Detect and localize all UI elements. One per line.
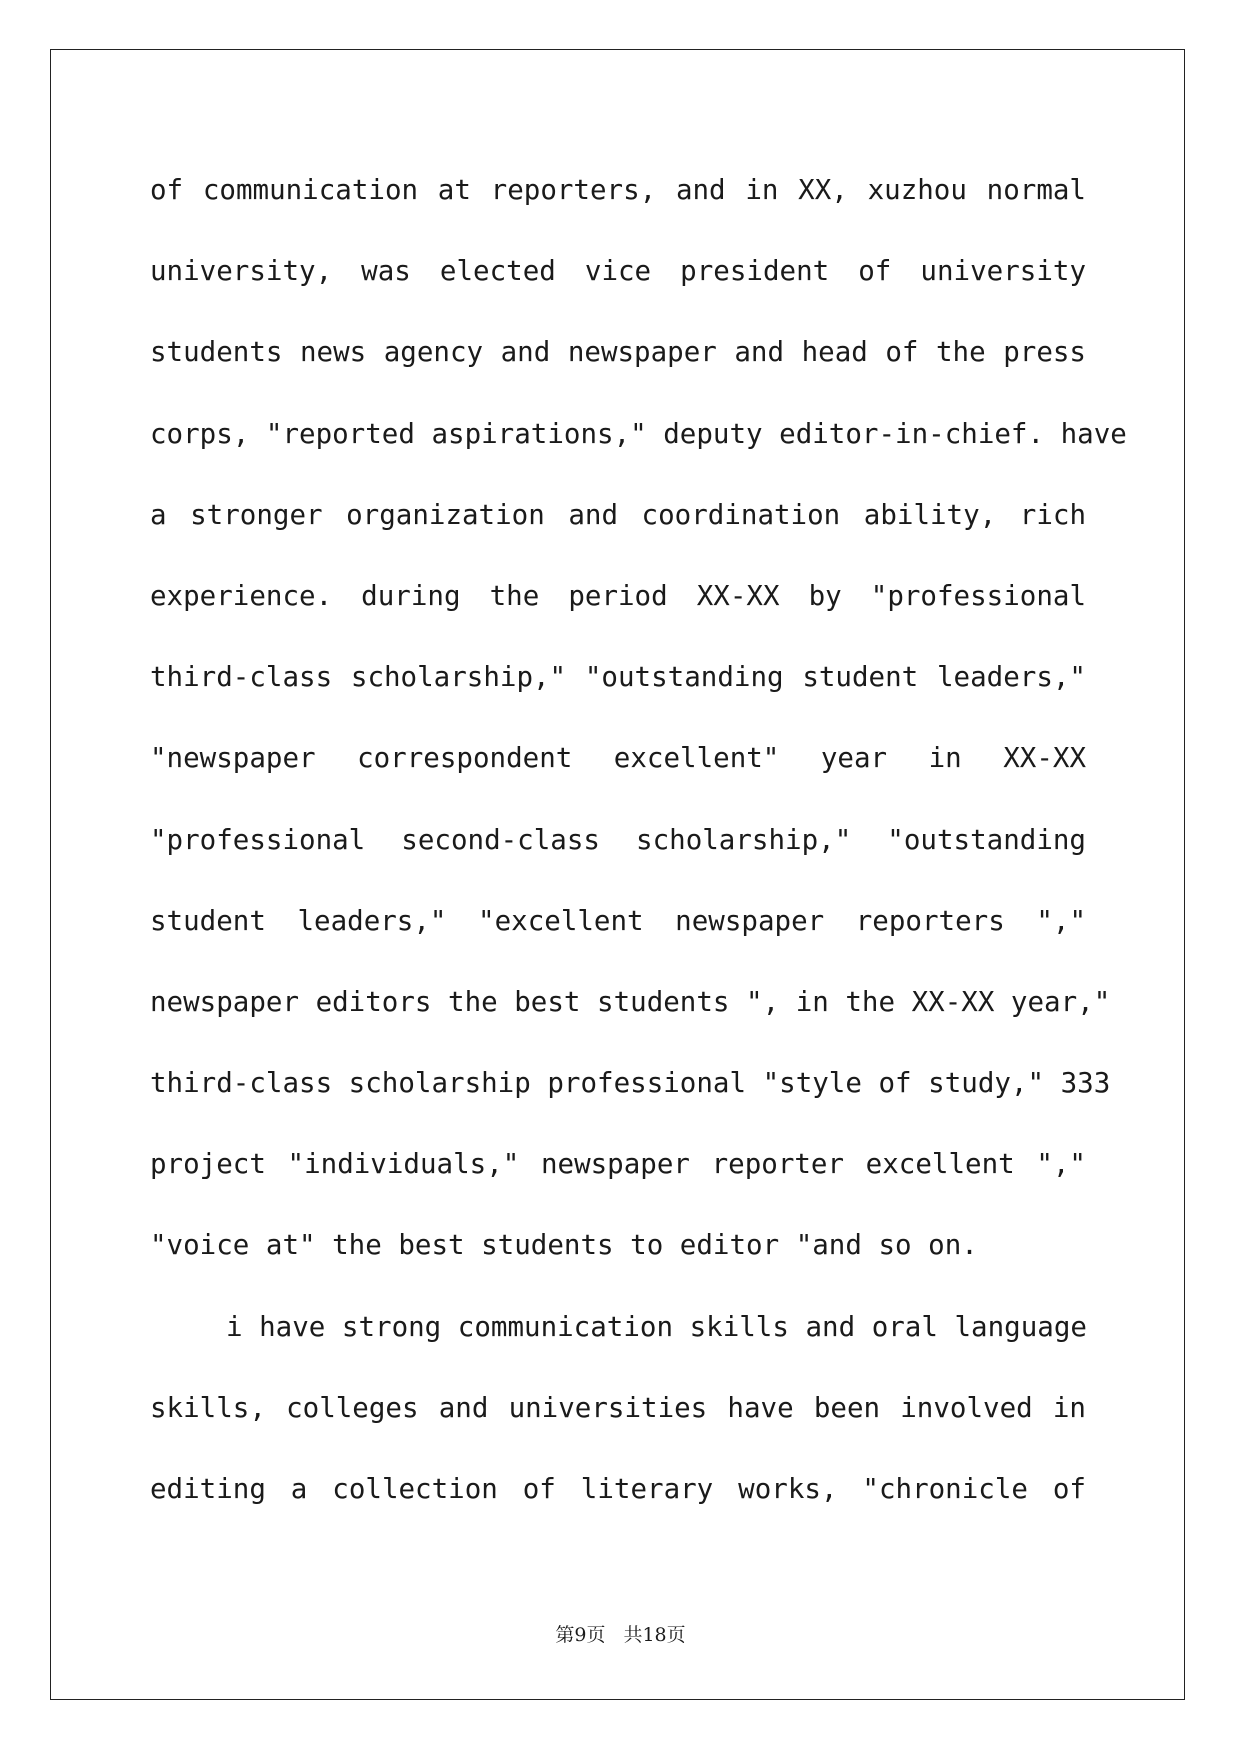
text-line: corps, "reported aspirations," deputy editor-in-chief. have [150, 417, 1127, 450]
text-line: experience. during the period XX-XX by "professional [150, 579, 1086, 612]
paragraph-last-line: "voice at" the best students to editor "and so on. [150, 1229, 978, 1262]
text-line: newspaper editors the best students ", in the XX-XX year," [150, 985, 1111, 1018]
text-line: students news agency and newspaper and head of the press [150, 336, 1086, 369]
paragraph-first-line: i have strong communication skills and oral language [226, 1310, 1087, 1343]
text-line: editing a collection of literary works, "chronicle of [150, 1473, 1086, 1505]
text-line: "professional second-class scholarship," "outstanding [150, 823, 1086, 856]
text-line: of communication at reporters, and in XX, xuzhou normal [150, 174, 1086, 206]
text-line: student leaders," "excellent newspaper reporters "," [150, 904, 1086, 937]
page-total: 共18页 [623, 1624, 686, 1646]
document-body [150, 150, 1127, 1530]
text-line: a stronger organization and coordination ability, rich [150, 498, 1086, 531]
page-footer [0, 1620, 1241, 1647]
text-line: "newspaper correspondent excellent" year in XX-XX [150, 742, 1086, 775]
text-line: project "individuals," newspaper reporter excellent "," [150, 1148, 1086, 1181]
text-line: skills, colleges and universities have been involved in [150, 1391, 1086, 1424]
text-line: university, was elected vice president of university [150, 255, 1086, 288]
text-line: third-class scholarship professional "style of study," 333 [150, 1067, 1111, 1100]
page-number: 第9页 [555, 1624, 606, 1646]
text-line: third-class scholarship," "outstanding student leaders," [150, 661, 1086, 694]
